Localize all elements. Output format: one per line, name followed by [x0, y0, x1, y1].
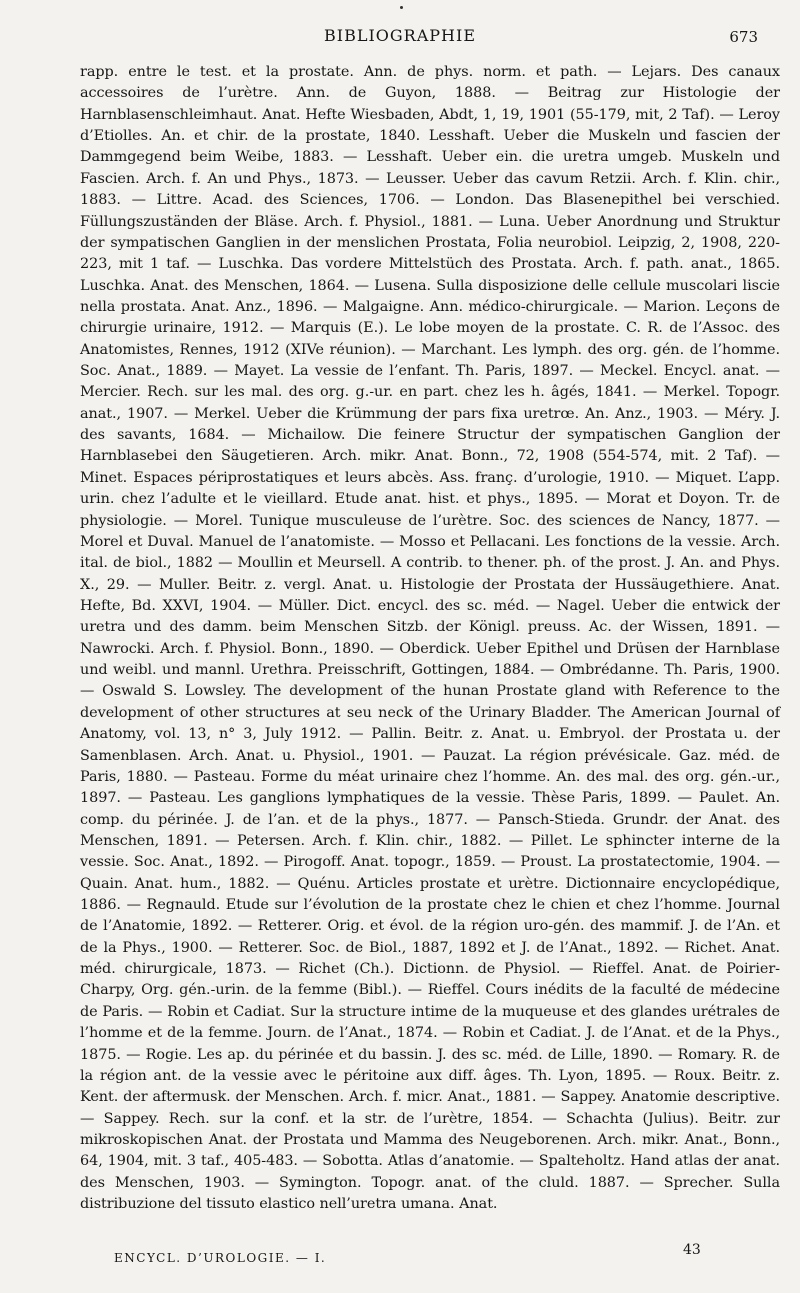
footer-sheet-number: 43 [683, 1242, 701, 1258]
bibliography-text [80, 62, 780, 1215]
running-header [0, 22, 800, 52]
footer-signature: ENCYCL. D’UROLOGIE. — I. [114, 1251, 327, 1265]
page-number: 673 [729, 28, 758, 46]
printer-mark [400, 6, 403, 9]
page-title: BIBLIOGRAPHIE [324, 26, 476, 45]
bibliography-paragraph: rapp. entre le test. et la prostate. Ann. de phys. norm. et path. — Lejars. Des canaux accessoires de l’urètre. Ann. de Guyon, 1888. — Beitrag zur Histologie der Harnblasenschleimhaut. Anat. Hefte Wiesbaden, Abdt, 1, 19, 1901 (55-179, mit, 2 Taf). — Leroy d’Etiolles. An. et chir. de la prostate, 1840. Lesshaft. Ueber die Muskeln und fascien der Dammgegend beim Weibe, 1883. — Lesshaft. Ueber ein. die uretra umgeb. Muskeln und Fascien. Arch. f. An und Phys., 1873. — Leusser. Ueber das cavum Retzii. Arch. f. Klin. chir., 1883. — Littre. Acad. des Sciences, 1706. — London. Das Blasenepithel bei verschied. Füllungszuständen der Bläse. Arch. f. Physiol., 1881. — Luna. Ueber Anordnung und Struktur der sympatischen Ganglien in der menslichen Prostata, Folia neurobiol. Leipzig, 2, 1908, 220-223, mit 1 taf. — Luschka. Das vordere Mittelstüch des Prostata. Arch. f. path. anat., 1865. Luschka. Anat. des Menschen, 1864. — Lusena. Sulla disposizione delle cellule muscolari liscie nella prostata. Anat. Anz., 1896. — Malgaigne. Ann. médico-chirurgicale. — Marion. Leçons de chirurgie urinaire, 1912. — Marquis (E.). Le lobe moyen de la prostate. C. R. de l’Assoc. des Anatomistes, Rennes, 1912 (XIVe réunion). — Marchant. Les lymph. des org. gén. de l’homme. Soc. Anat., 1889. — Mayet. La vessie de l’enfant. Th. Paris, 1897. — Meckel. Encycl. anat. — Mercier. Rech. sur les mal. des org. g.-ur. en part. chez les h. âgés, 1841. — Merkel. Topogr. anat., 1907. — Merkel. Ueber die Krümmung der pars fixa uretrœ. An. Anz., 1903. — Méry. J. des savants, 1684. — Michailow. Die feinere Structur der sympatischen Ganglion der Harnblasebei den Säugetieren. Arch. mikr. Anat. Bonn., 72, 1908 (554-574, mit. 2 Taf). — Minet. Espaces périprostatiques et leurs abcès. Ass. franç. d’urologie, 1910. — Miquet. L’app. urin. chez l’adulte et le vieillard. Etude anat. hist. et phys., 1895. — Morat et Doyon. Tr. de physiologie. — Morel. Tunique musculeuse de l’urètre. Soc. des sciences de Nancy, 1877. — Morel et Duval. Manuel de l’anatomiste. — Mosso et Pellacani. Les fonctions de la vessie. Arch. ital. de biol., 1882 — Moullin et Meursell. A contrib. to thener. ph. of the prost. J. An. and Phys. X., 29. — Muller. Beitr. z. vergl. Anat. u. Histologie der Prostata der Hussäugethiere. Anat. Hefte, Bd. XXVI, 1904. — Müller. Dict. encycl. des sc. méd. — Nagel. Ueber die entwick der uretra und des damm. beim Menschen Sitzb. der Königl. preuss. Ac. der Wissen, 1891. — Nawrocki. Arch. f. Physiol. Bonn., 1890. — Oberdick. Ueber Epithel und Drüsen der Harnblase und weibl. und mannl. Urethra. Preisschrift, Gottingen, 1884. — Ombrédanne. Th. Paris, 1900. — Oswald S. Lowsley. The development of the hunan Prostate gland with Reference to the development of other structures at seu neck of the Urinary Bladder. The American Journal of Anatomy, vol. 13, n° 3, July 1912. — Pallin. Beitr. z. Anat. u. Embryol. der Prostata u. der Samenblasen. Arch. Anat. u. Physiol., 1901. — Pauzat. La région prévésicale. Gaz. méd. de Paris, 1880. — Pasteau. Forme du méat urinaire chez l’homme. An. des mal. des org. gén.-ur., 1897. — Pasteau. Les ganglions lymphatiques de la vessie. Thèse Paris, 1899. — Paulet. An. comp. du périnée. J. de l’an. et de la phys., 1877. — Pansch-Stieda. Grundr. der Anat. des Menschen, 1891. — Petersen. Arch. f. Klin. chir., 1882. — Pillet. Le sphincter interne de la vessie. Soc. Anat., 1892. — Pirogoff. Anat. topogr., 1859. — Proust. La prostatectomie, 1904. — Quain. Anat. hum., 1882. — Quénu. Articles prostate et urètre. Dictionnaire encyclopédique, 1886. — Regnauld. Etude sur l’évolution de la prostate chez le chien et chez l’homme. Journal de l’Anatomie, 1892. — Retterer. Orig. et évol. de la région uro-gén. des mammif. J. de l’An. et de la Phys., 1900. — Retterer. Soc. de Biol., 1887, 1892 et J. de l’Anat., 1892. — Richet. Anat. méd. chirurgicale, 1873. — Richet (Ch.). Dictionn. de Physiol. — Rieffel. Anat. de Poirier-Charpy, Org. gén.-urin. de la femme (Bibl.). — Rieffel. Cours inédits de la faculté de médecine de Paris. — Robin et Cadiat. Sur la structure intime de la muqueuse et des glandes urétrales de l’homme et de la femme. Journ. de l’Anat., 1874. — Robin et Cadiat. J. de l’Anat. et de la Phys., 1875. — Rogie. Les ap. du périnée et du bassin. J. des sc. méd. de Lille, 1890. — Romary. R. de la région ant. de la vessie avec le péritoine aux diff. âges. Th. Lyon, 1895. — Roux. Beitr. z. Kent. der aftermusk. der Menschen. Arch. f. micr. Anat., 1881. — Sappey. Anatomie descriptive. — Sappey. Rech. sur la conf. et la str. de l’urètre, 1854. — Schachta (Julius). Beitr. zur mikroskopischen Anat. der Prostata und Mamma des Neugeborenen. Arch. mikr. Anat., Bonn., 64, 1904, mit. 3 taf., 405-483. — Sobotta. Atlas d’anatomie. — Spalteholtz. Hand atlas der anat. des Menschen, 1903. — Symington. Topogr. anat. of the cluld. 1887. — Sprecher. Sulla distribuzione del tissuto elastico nell’uretra umana. Anat. [80, 64, 780, 1213]
